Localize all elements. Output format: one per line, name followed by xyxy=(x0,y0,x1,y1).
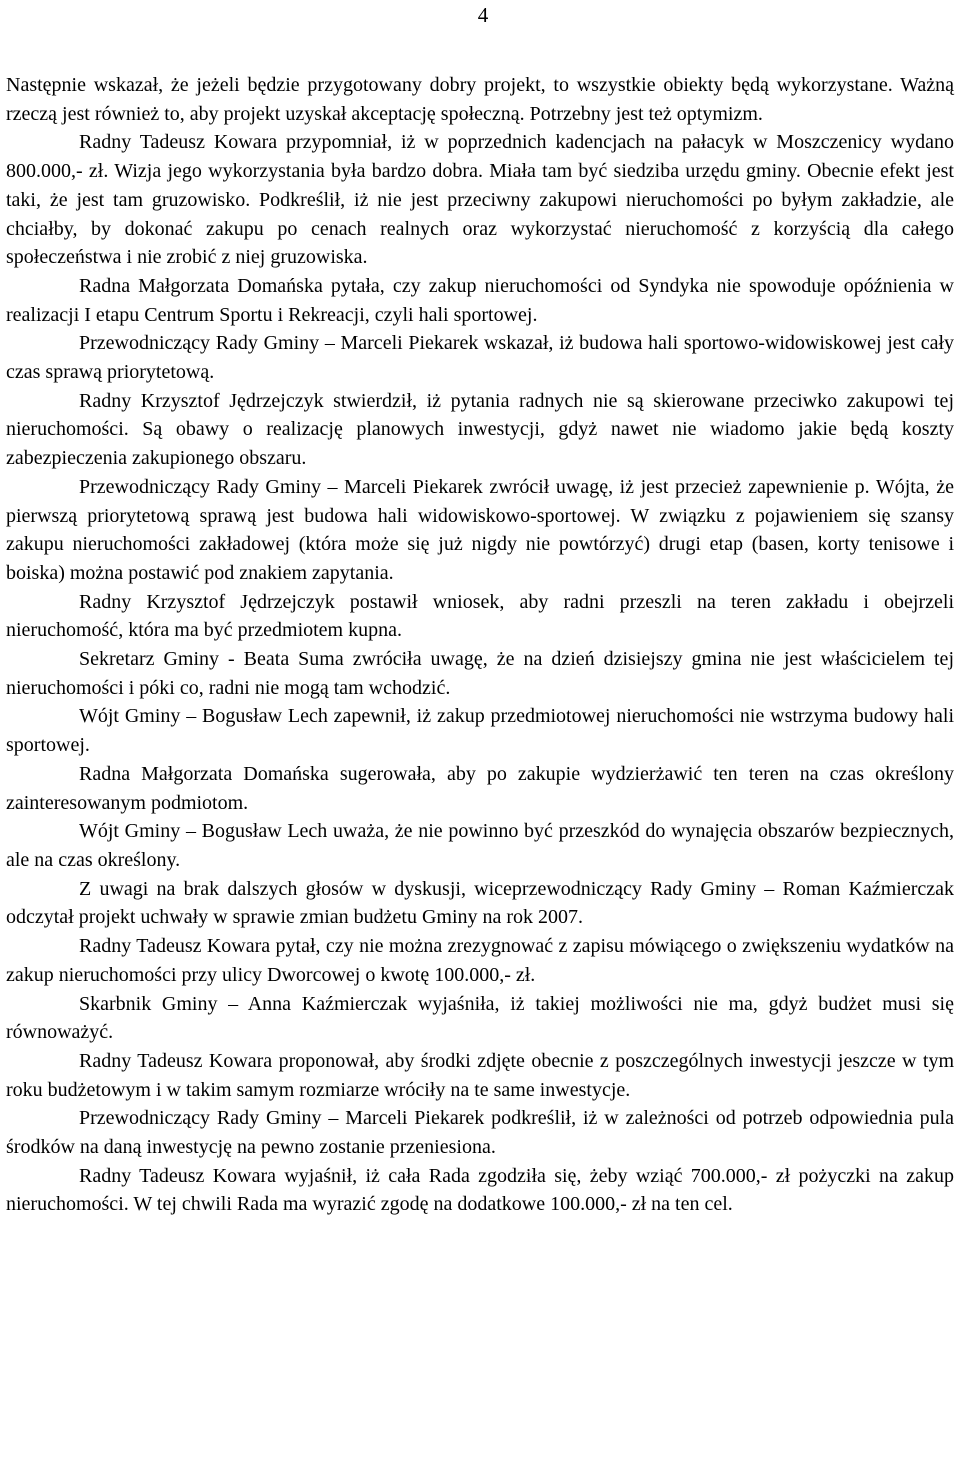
paragraph: Radny Krzysztof Jędrzejczyk stwierdził, iż pytania radnych nie są skierowane przeciwko zakupowi tej nieruchomości. Są obawy o realizację planowych inwestycji, gdyż nawet nie wiadomo jakie będą koszty zabezpieczenia zakupionego obszaru. xyxy=(6,389,954,470)
page-number: 4 xyxy=(477,3,489,27)
paragraph: Następnie wskazał, że jeżeli będzie przygotowany dobry projekt, to wszystkie obiekty będą wykorzystane. Ważną rzeczą jest również to, aby projekt uzyskał akceptację społeczną. Potrzebny jest też optymizm. xyxy=(6,74,954,125)
document-body xyxy=(6,71,954,1219)
paragraph: Radna Małgorzata Domańska sugerowała, aby po zakupie wydzierżawić ten teren na czas określony zainteresowanym podmiotom. xyxy=(6,762,954,814)
paragraph: Przewodniczący Rady Gminy – Marceli Piekarek podkreślił, iż w zależności od potrzeb odpowiednia pula środków na daną inwestycję na pewno zostanie przeniesiona. xyxy=(6,1107,954,1159)
paragraph: Przewodniczący Rady Gminy – Marceli Piekarek wskazał, iż budowa hali sportowo-widowiskowej jest cały czas sprawą priorytetową. xyxy=(6,332,954,384)
paragraph: Skarbnik Gminy – Anna Kaźmierczak wyjaśniła, iż takiej możliwości nie ma, gdyż budżet musi się równoważyć. xyxy=(6,992,954,1044)
paragraph: Z uwagi na brak dalszych głosów w dyskusji, wiceprzewodniczący Rady Gminy – Roman Kaźmierczak odczytał projekt uchwały w sprawie zmian budżetu Gminy na rok 2007. xyxy=(6,877,954,929)
paragraph: Radny Tadeusz Kowara proponował, aby środki zdjęte obecnie z poszczególnych inwestycji jeszcze w tym roku budżetowym i w takim samym rozmiarze wróciły na te same inwestycje. xyxy=(6,1049,954,1101)
paragraph: Sekretarz Gminy - Beata Suma zwróciła uwagę, że na dzień dzisiejszy gmina nie jest właścicielem tej nieruchomości i póki co, radni nie mogą tam wchodzić. xyxy=(6,648,954,699)
paragraph: Wójt Gminy – Bogusław Lech zapewnił, iż zakup przedmiotowej nieruchomości nie wstrzyma budowy hali sportowej. xyxy=(6,705,954,757)
paragraph: Radny Krzysztof Jędrzejczyk postawił wniosek, aby radni przeszli na teren zakładu i obejrzeli nieruchomość, która ma być przedmiotem kupna. xyxy=(6,590,954,642)
paragraph: Wójt Gminy – Bogusław Lech uważa, że nie powinno być przeszkód do wynajęcia obszarów bezpiecznych, ale na czas określony. xyxy=(6,820,954,871)
paragraph: Przewodniczący Rady Gminy – Marceli Piekarek zwrócił uwagę, iż jest przecież zapewnienie p. Wójta, że pierwszą priorytetową sprawą jest budowa hali widowiskowo-sportowej. W związku z pojawieniem się szansy zakupu nieruchomości zakładowej (która może się już nigdy nie powtórzyć) drugi etap (basen, korty tenisowe i boiska) można postawić pod znakiem zapytania. xyxy=(6,475,954,584)
paragraph: Radny Tadeusz Kowara pytał, czy nie można zrezygnować z zapisu mówiącego o zwiększeniu wydatków na zakup nieruchomości przy ulicy Dworcowej o kwotę 100.000,- zł. xyxy=(6,935,954,986)
paragraph: Radny Tadeusz Kowara wyjaśnił, iż cała Rada zgodziła się, żeby wziąć 700.000,- zł pożyczki na zakup nieruchomości. W tej chwili Rada ma wyrazić zgodę na dodatkowe 100.000,- zł na ten cel. xyxy=(6,1164,954,1216)
paragraph: Radna Małgorzata Domańska pytała, czy zakup nieruchomości od Syndyka nie spowoduje opóźnienia w realizacji I etapu Centrum Sportu i Rekreacji, czyli hali sportowej. xyxy=(6,274,954,326)
paragraph: Radny Tadeusz Kowara przypomniał, iż w poprzednich kadencjach na pałacyk w Moszczenicy wydano 800.000,- zł. Wizja jego wykorzystania była bardzo dobra. Miała tam być siedziba urzędu gminy. Obecnie efekt jest taki, że jest tam gruzowisko. Podkreślił, iż nie jest przeciwny zakupowi nieruchomości po byłym zakładzie, ale chciałby, by dokonać zakupu po cenach realnych oraz wykorzystać nieruchomość z korzyścią dla całego społeczeństwa i nie zrobić z niej gruzowiska. xyxy=(6,131,954,269)
